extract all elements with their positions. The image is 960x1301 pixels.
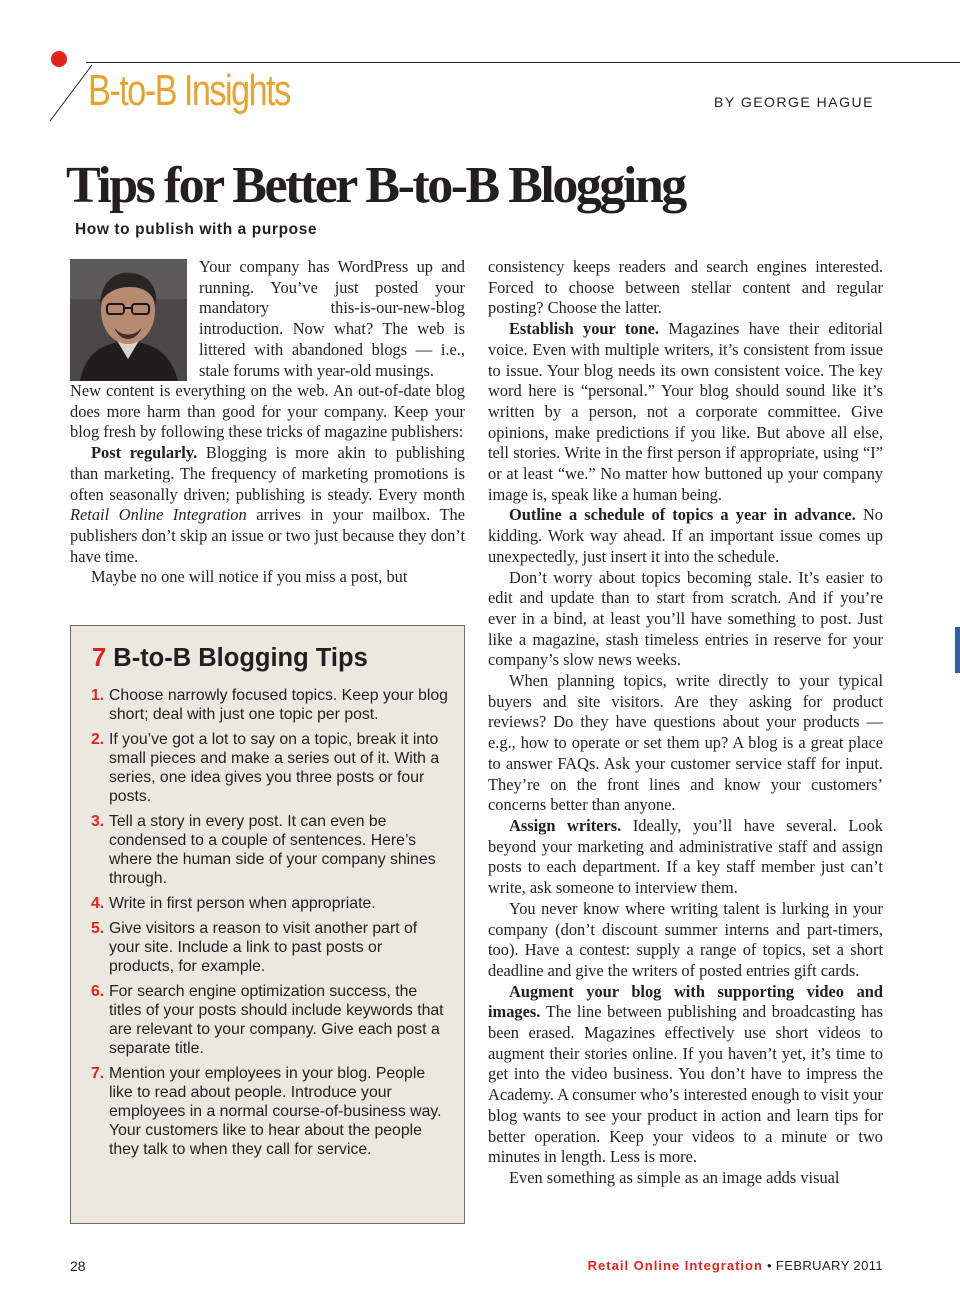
- tip-item: [91, 1064, 451, 1159]
- body-text: Ideally, you’ll have several. Look beyond your marketing and administrative staff and assign posts to each department. If a key staff member just can’t write, ask someone to interview them.: [488, 815, 883, 898]
- lead-in-schedule: Outline a schedule of topics a year in advance.: [509, 505, 856, 525]
- tip-number: 1.: [91, 687, 105, 704]
- header-rule: [86, 62, 960, 63]
- tip-text: Tell a story in every post. It can even be condensed to a couple of sentences. Here’s where the human side of your company shines through.: [109, 813, 436, 887]
- body-text: arrives in your mailbox. The publishers don’t skip an issue or two just because they don’t have time.: [70, 505, 466, 566]
- article-headline: Tips for Better B-to-B Blogging: [66, 157, 685, 214]
- tip-item: [91, 919, 451, 976]
- body-paragraph-writers: [488, 816, 883, 899]
- article-deck: How to publish with a purpose: [75, 221, 318, 238]
- tip-number: 2.: [91, 731, 105, 748]
- lead-in-writers: Assign writers.: [509, 815, 622, 835]
- body-paragraph-tone: [488, 319, 883, 505]
- tips-sidebar-box: [70, 625, 465, 1224]
- page-number: 28: [70, 1258, 86, 1274]
- body-text: No kidding. Work way ahead. If an important issue comes up unexpectedly, just insert it into the schedule.: [488, 505, 883, 566]
- body-paragraph: Don’t worry about topics becoming stale. It’s easier to edit and update than to start from scratch. And if you’re ever in a bind, at least you’ll have something to post. Just like a magazine, stash timeless entries in reserve for your company’s slow news weeks.: [488, 567, 883, 670]
- body-paragraph: Even something as simple as an image adds visual: [509, 1167, 840, 1187]
- tip-item: [91, 686, 451, 724]
- lead-in-post-regularly: Post regularly.: [91, 443, 198, 463]
- body-paragraph: New content is everything on the web. An out-of-date blog does more harm than good for your company. Keep your blog fresh by following these tricks of magazine publishers:: [70, 381, 465, 442]
- tips-list: [91, 686, 451, 1165]
- body-paragraph-post-regularly: [70, 443, 465, 567]
- author-photo: [70, 259, 187, 381]
- tips-box-title-text: B-to-B Blogging Tips: [113, 644, 368, 672]
- tip-text: Mention your employees in your blog. People like to read about people. Introduce your employees in a normal course-of-business way. Your customers like to hear about the people they talk to when they call for service.: [109, 1065, 442, 1158]
- body-paragraph: consistency keeps readers and search engines interested. Forced to choose between stellar content and regular posting? Choose the latter.: [488, 257, 883, 318]
- column-left-body: [70, 381, 465, 588]
- body-paragraph: When planning topics, write directly to your typical buyers and site visitors. Are they asking for product reviews? Do they have questions about your products — e.g., how to operate or set them up? A blog is a great place to answer FAQs. Ask your customer service staff for input. They’re on the front lines and know your customers’ concerns better than anyone.: [488, 671, 883, 815]
- body-paragraph: Maybe no one will notice if you miss a post, but: [91, 567, 408, 587]
- footer-issue: FEBRUARY 2011: [775, 1258, 883, 1273]
- body-text: The line between publishing and broadcasting has been erased. Magazines effectively use short videos to augment their stories online. If you haven’t yet, it’s time to get into the video business. You don’t have to impress the Academy. A consumer who’s interested enough to visit your blog wants to see your product in action and learn tips for better operation. Keep your videos to a minute or two minutes in length. Less is more.: [488, 1002, 883, 1167]
- edge-tab-marker: [955, 627, 960, 673]
- byline: BY GEORGE HAGUE: [714, 94, 874, 110]
- tip-text: Choose narrowly focused topics. Keep your blog short; deal with just one topic per post.: [109, 687, 448, 723]
- body-paragraph-schedule: [488, 505, 883, 567]
- footer-folio: [588, 1258, 883, 1273]
- tip-number: 5.: [91, 920, 105, 937]
- tips-box-number: 7: [92, 644, 107, 672]
- tip-text: Give visitors a reason to visit another part of your site. Include a link to past posts or products, for example.: [109, 920, 418, 975]
- tips-box-title: [92, 644, 368, 673]
- tip-text: For search engine optimization success, the titles of your posts should include keywords that are relevant to your company. Give each post a separate title.: [109, 983, 444, 1057]
- body-text: Magazines have their editorial voice. Even with multiple writers, it’s consistent from issue to issue. Your blog needs its own consistent voice. The key word here is “personal.” Your blog should sound like it’s written by a person, not a corporate committee. Give opinions, make predictions if you like. But above all else, tell stories. Write in the first person if appropriate, using “I” or at least “we.” No matter how buttoned up your company image is, speak like a human being.: [488, 319, 883, 504]
- tip-item: [91, 894, 451, 913]
- intro-paragraph: Your company has WordPress up and running. You’ve just posted your mandatory this-is-our-new-blog introduction. Now what? The web is littered with abandoned blogs — i.e., stale forums with year-old musings.: [199, 257, 465, 380]
- body-paragraph: You never know where writing talent is lurking in your company (don’t discount summer interns and part-timers, too). Have a contest: supply a range of topics, set a short deadline and give the writers of posted entries gift cards.: [488, 898, 883, 980]
- footer-publication: Retail Online Integration: [587, 1258, 763, 1273]
- tip-item: [91, 730, 451, 806]
- tip-text: If you’ve got a lot to say on a topic, break it into small pieces and make a series out of it. With a series, one idea gives you three posts or four posts.: [109, 731, 440, 805]
- footer-separator: •: [766, 1258, 772, 1273]
- tip-number: 6.: [91, 983, 105, 1000]
- tip-item: [91, 982, 451, 1058]
- column-right-body: [488, 257, 883, 1189]
- tip-number: 4.: [91, 895, 105, 912]
- tip-item: [91, 812, 451, 888]
- tip-number: 7.: [91, 1065, 105, 1082]
- body-text: Blogging is more akin to publishing than marketing. The frequency of marketing promotions is often seasonally driven; publishing is steady. Every month: [70, 443, 465, 504]
- column-left-intro: [199, 257, 465, 381]
- lead-in-tone: Establish your tone.: [509, 319, 659, 339]
- body-paragraph-video: [488, 982, 883, 1168]
- section-title: B-to-B Insights: [88, 66, 290, 115]
- tip-text: Write in first person when appropriate.: [109, 895, 376, 912]
- tip-number: 3.: [91, 813, 105, 830]
- publication-italic: Retail Online Integration: [70, 505, 247, 525]
- lead-in-video: Augment your blog with supporting video and images.: [488, 981, 883, 1022]
